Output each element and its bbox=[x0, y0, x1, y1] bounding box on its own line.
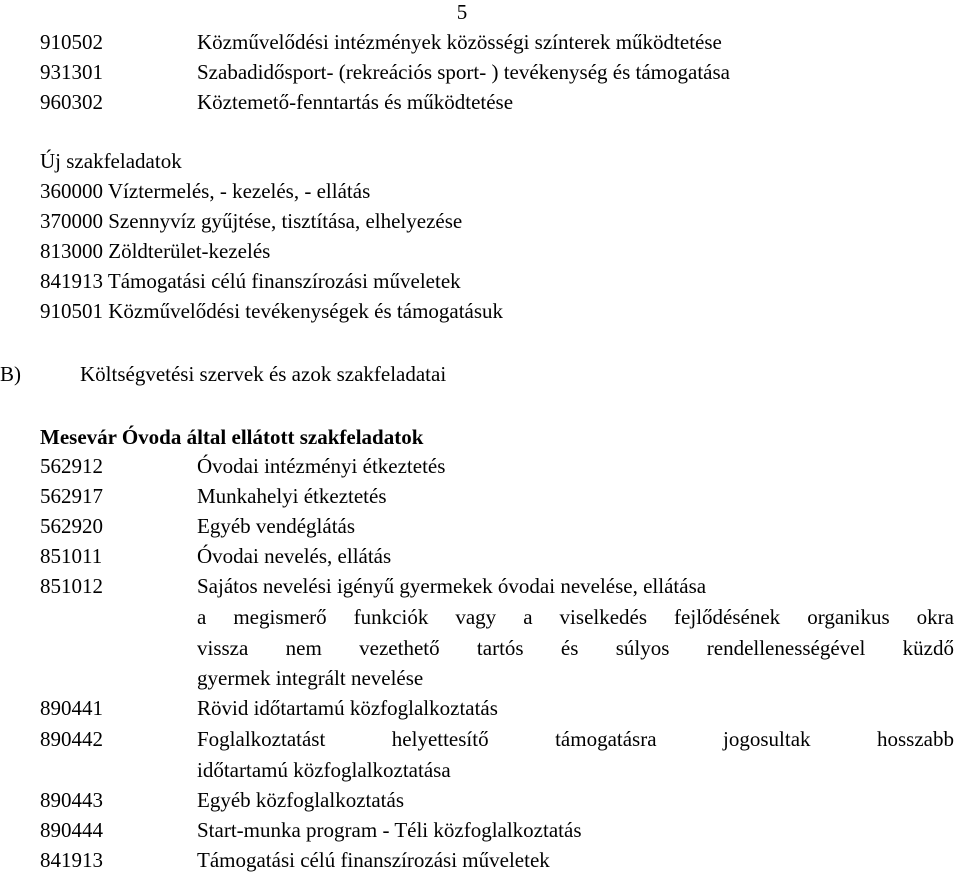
task-code: 562917 bbox=[40, 484, 103, 508]
task-row bbox=[40, 451, 954, 481]
section-title: Költségvetési szervek és azok szakfeladatai bbox=[80, 362, 447, 386]
task-description: Köztemető-fenntartás és működtetése bbox=[197, 90, 514, 114]
task-code: 841913 bbox=[40, 848, 103, 872]
task-description: Óvodai nevelés, ellátás bbox=[197, 544, 392, 568]
task-description: Óvodai intézményi étkeztetés bbox=[197, 454, 446, 478]
task-description: Start-munka program - Téli közfoglalkoztatás bbox=[197, 818, 582, 842]
new-task-line: 360000 Víztermelés, - kezelés, - ellátás bbox=[40, 179, 371, 203]
task-row bbox=[40, 724, 954, 754]
new-tasks-heading: Új szakfeladatok bbox=[40, 149, 182, 173]
task-code: 890443 bbox=[40, 788, 103, 812]
task-code: 562912 bbox=[40, 454, 103, 478]
section-letter: B) bbox=[0, 362, 21, 386]
kindergarten-heading: Mesevár Óvoda által ellátott szakfeladatok bbox=[40, 425, 424, 449]
task-row bbox=[40, 541, 954, 571]
task-code: 910502 bbox=[40, 30, 103, 54]
task-row bbox=[40, 845, 954, 875]
task-row-continuation bbox=[40, 602, 954, 632]
task-row-continuation bbox=[40, 755, 954, 785]
task-row bbox=[40, 57, 954, 87]
task-description: Közművelődési intézmények közösségi színterek működtetése bbox=[197, 30, 722, 54]
task-row bbox=[40, 87, 954, 117]
task-description-continuation: időtartamú közfoglalkoztatása bbox=[197, 758, 451, 782]
task-description: Egyéb vendéglátás bbox=[197, 514, 356, 538]
task-code: 960302 bbox=[40, 90, 103, 114]
task-row bbox=[40, 27, 954, 57]
task-description-continuation: gyermek integrált nevelése bbox=[197, 666, 424, 690]
task-row bbox=[40, 693, 954, 723]
task-code: 562920 bbox=[40, 514, 103, 538]
task-row bbox=[40, 511, 954, 541]
task-description: Foglalkoztatást helyettesítő támogatásra jogosultak hosszabb bbox=[197, 727, 954, 751]
task-description-continuation: a megismerő funkciók vagy a viselkedés fejlődésének organikus okra bbox=[197, 605, 954, 629]
task-code: 890444 bbox=[40, 818, 103, 842]
task-description: Rövid időtartamú közfoglalkoztatás bbox=[197, 696, 498, 720]
new-task-line: 841913 Támogatási célú finanszírozási műveletek bbox=[40, 269, 461, 293]
task-description: Támogatási célú finanszírozási műveletek bbox=[197, 848, 550, 872]
task-description: Szabadidősport- (rekreációs sport- ) tevékenység és támogatása bbox=[197, 60, 730, 84]
task-row bbox=[40, 481, 954, 511]
task-code: 890441 bbox=[40, 696, 103, 720]
task-code: 890442 bbox=[40, 727, 103, 751]
new-task-line: 370000 Szennyvíz gyűjtése, tisztítása, elhelyezése bbox=[40, 209, 463, 233]
task-code: 851011 bbox=[40, 544, 103, 568]
task-row-continuation bbox=[40, 663, 954, 693]
task-description: Sajátos nevelési igényű gyermekek óvodai nevelése, ellátása bbox=[197, 574, 707, 598]
task-row-continuation bbox=[40, 633, 954, 663]
task-description: Munkahelyi étkeztetés bbox=[197, 484, 387, 508]
task-row bbox=[40, 785, 954, 815]
task-code: 931301 bbox=[40, 60, 103, 84]
task-description: Egyéb közfoglalkoztatás bbox=[197, 788, 405, 812]
task-description-continuation: vissza nem vezethető tartós és súlyos rendellenességével küzdő bbox=[197, 636, 954, 660]
task-row bbox=[40, 571, 954, 601]
new-task-line: 910501 Közművelődési tevékenységek és támogatásuk bbox=[40, 299, 504, 323]
page-number: 5 bbox=[456, 0, 468, 24]
task-code: 851012 bbox=[40, 574, 103, 598]
task-row bbox=[40, 815, 954, 845]
new-task-line: 813000 Zöldterület-kezelés bbox=[40, 239, 271, 263]
